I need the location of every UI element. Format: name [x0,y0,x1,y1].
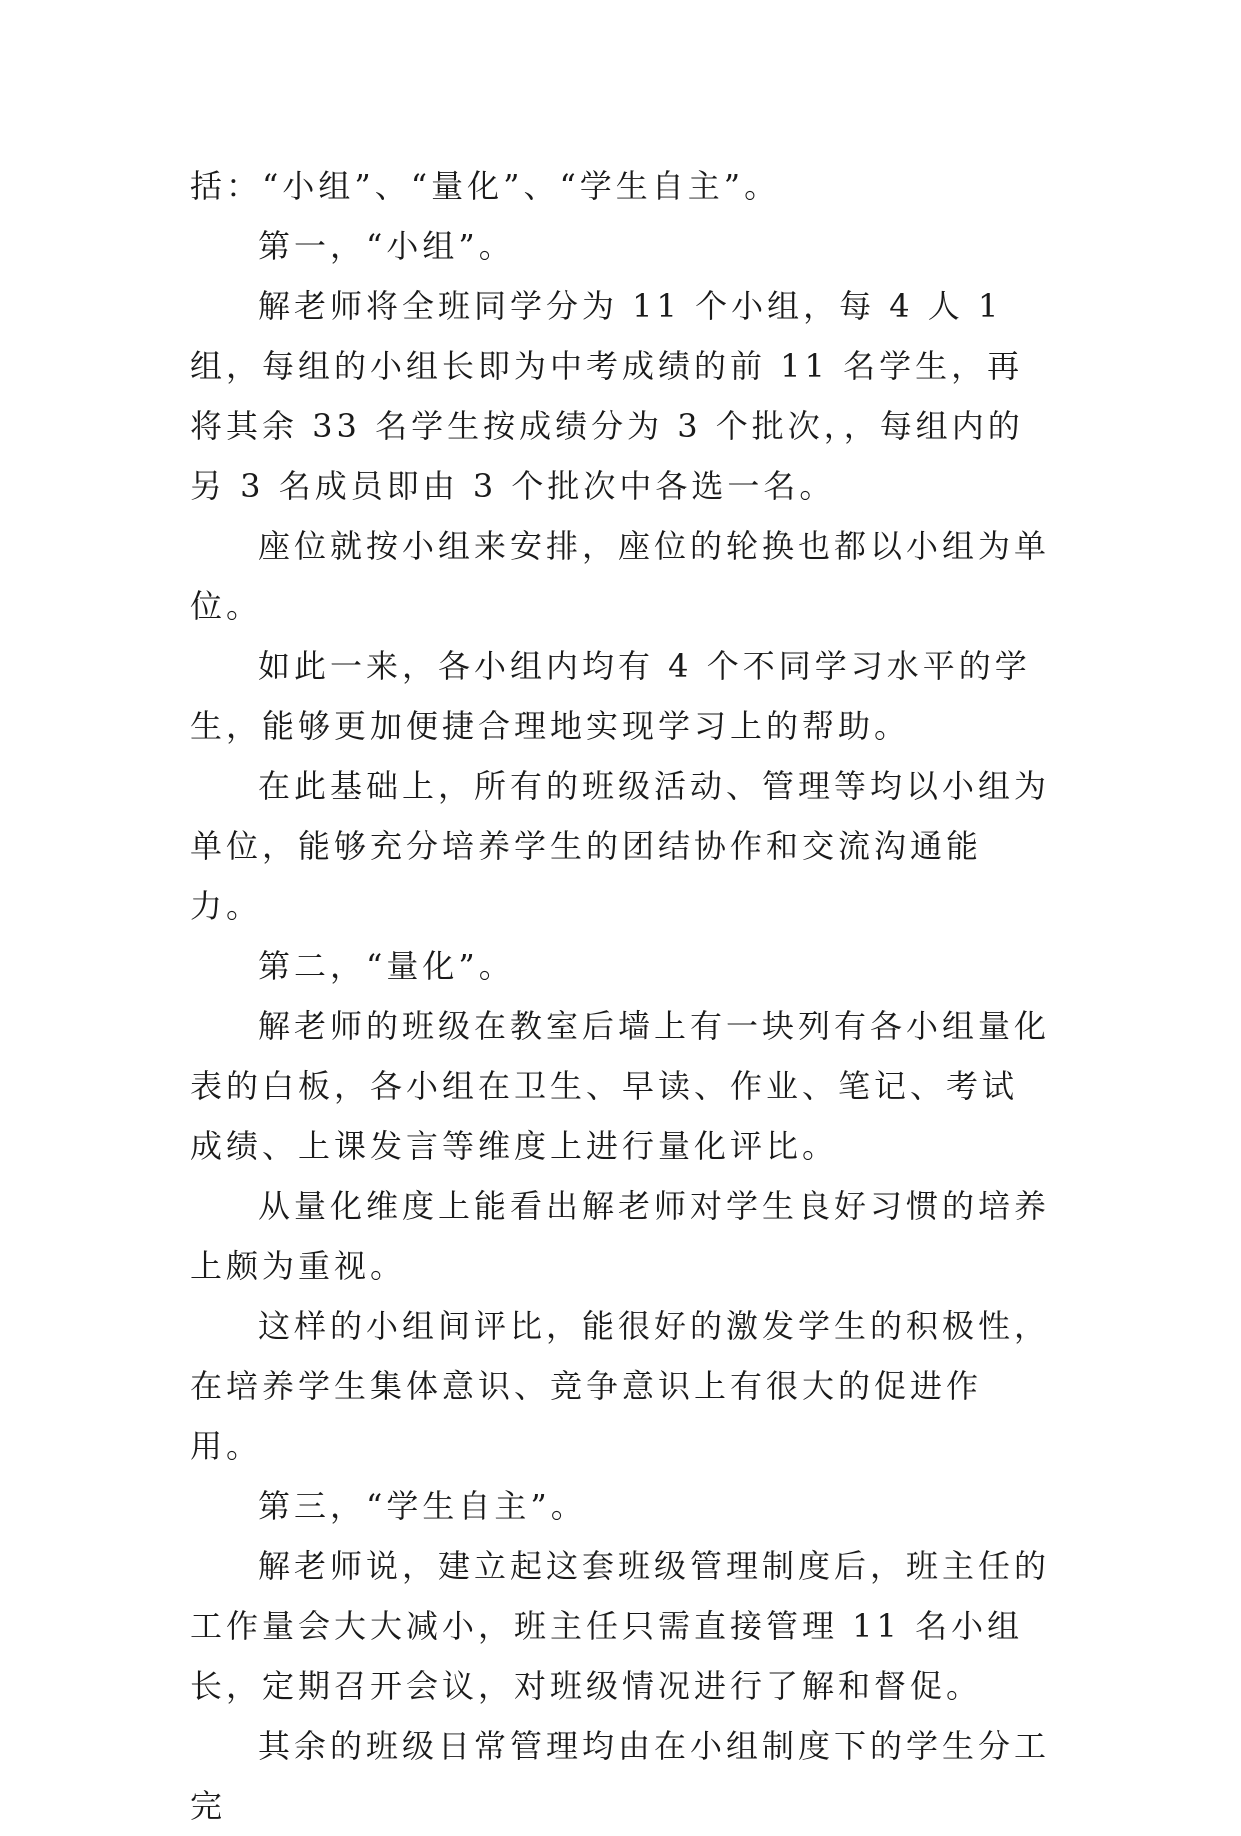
paragraph-heading-2: 第二，“量化”。 [258,947,515,985]
paragraph: 座位就按小组来安排，座位的轮换也都以小组为单位。 [190,527,1051,625]
paragraph: 其余的班级日常管理均由在小组制度下的学生分工完 [190,1727,1051,1825]
paragraph-heading-3: 第三，“学生自主”。 [258,1487,587,1525]
paragraph-continuation: 括：“小组”、“量化”、“学生自主”。 [190,167,781,205]
paragraph: 解老师的班级在教室后墙上有一块列有各小组量化表的白板，各小组在卫生、早读、作业、笔记、考试成绩、上课发言等维度上进行量化评比。 [190,1007,1051,1165]
paragraph: 解老师将全班同学分为 11 个小组，每 4 人 1 组，每组的小组长即为中考成绩的前 11 名学生，再将其余 33 名学生按成绩分为 3 个批次，，每组内的另 3 名成员即由 3 个批次中各选一名。 [190,287,1024,505]
document-body [190,156,1050,1836]
paragraph: 这样的小组间评比，能很好的激发学生的积极性，在培养学生集体意识、竞争意识上有很大的促进作用。 [190,1307,1051,1465]
paragraph: 解老师说，建立起这套班级管理制度后，班主任的工作量会大大减小，班主任只需直接管理 11 名小组长，定期召开会议，对班级情况进行了解和督促。 [190,1547,1051,1705]
paragraph: 在此基础上，所有的班级活动、管理等均以小组为单位，能够充分培养学生的团结协作和交流沟通能力。 [190,767,1051,925]
paragraph: 如此一来，各小组内均有 4 个不同学习水平的学生，能够更加便捷合理地实现学习上的帮助。 [190,647,1031,745]
paragraph-heading-1: 第一，“小组”。 [258,227,515,265]
paragraph: 从量化维度上能看出解老师对学生良好习惯的培养上颇为重视。 [190,1187,1051,1285]
